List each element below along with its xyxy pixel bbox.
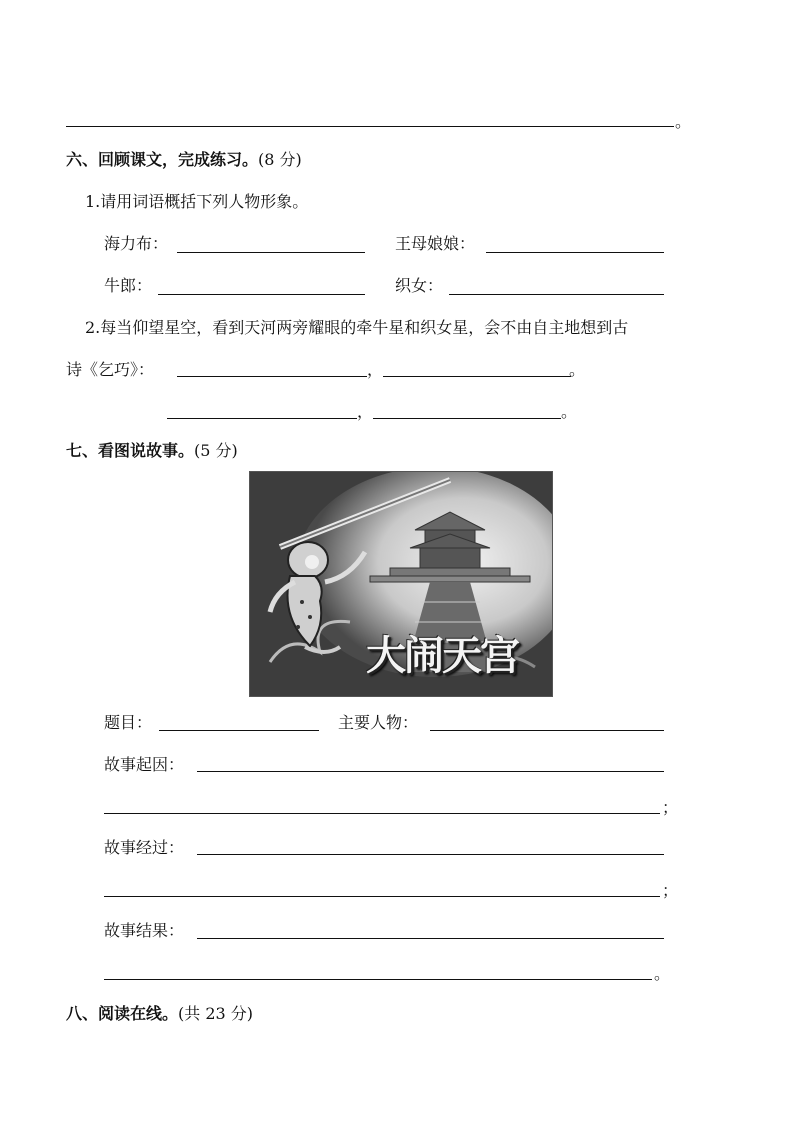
label-zhinv: 织女： [395, 276, 444, 295]
story-illustration [249, 471, 553, 697]
section-number: 八、 [66, 1004, 99, 1023]
poem-line-1[interactable] [177, 376, 367, 377]
label-topic: 题目： [104, 713, 153, 732]
section-number: 七、 [66, 441, 99, 460]
semicolon-mark: ； [662, 881, 679, 900]
answer-line-result-2[interactable] [104, 979, 652, 980]
question-2-cont: 诗《乞巧》： [66, 360, 155, 379]
section-score: (8 分) [258, 150, 302, 169]
answer-line-cause-1[interactable] [197, 771, 664, 772]
section-title: 回顾课文，完成练习。 [98, 150, 259, 169]
label-process: 故事经过： [104, 838, 185, 857]
period-mark: 。 [675, 112, 692, 131]
answer-line-process-2[interactable] [104, 896, 660, 897]
answer-line-process-1[interactable] [197, 854, 664, 855]
answer-line-hailibu[interactable] [177, 252, 365, 253]
section-7-heading [66, 441, 238, 461]
answer-line[interactable] [66, 126, 674, 127]
section-number: 六、 [66, 150, 99, 169]
comma-mark: ， [357, 402, 374, 421]
label-result: 故事结果： [104, 921, 185, 940]
label-wangmu: 王母娘娘： [395, 234, 476, 253]
period-mark: 。 [569, 360, 586, 379]
label-cause: 故事起因： [104, 755, 185, 774]
illustration-title: 大闹天宫 [366, 633, 518, 679]
poem-line-3[interactable] [167, 418, 357, 419]
poem-line-4[interactable] [373, 418, 561, 419]
semicolon-mark: ； [662, 798, 679, 817]
answer-line-zhinv[interactable] [449, 294, 664, 295]
section-8-heading [66, 1004, 253, 1024]
section-title: 阅读在线。 [98, 1004, 179, 1023]
label-characters: 主要人物： [338, 713, 419, 732]
poem-line-2[interactable] [383, 376, 571, 377]
answer-line-cause-2[interactable] [104, 813, 660, 814]
label-niulang: 牛郎： [104, 276, 153, 295]
section-6-heading [66, 150, 302, 170]
section-score: (5 分) [194, 441, 238, 460]
question-1: 1.请用词语概括下列人物形象。 [85, 192, 309, 211]
section-title: 看图说故事。 [98, 441, 195, 460]
period-mark: 。 [561, 402, 578, 421]
answer-line-topic[interactable] [159, 730, 319, 731]
answer-line-wangmu[interactable] [486, 252, 664, 253]
answer-line-niulang[interactable] [158, 294, 365, 295]
period-mark: 。 [654, 964, 671, 983]
section-score: (共 23 分) [178, 1004, 254, 1023]
answer-line-characters[interactable] [430, 730, 664, 731]
answer-line-result-1[interactable] [197, 938, 664, 939]
label-hailibu: 海力布： [104, 234, 169, 253]
question-2: 2.每当仰望星空，看到天河两旁耀眼的牵牛星和织女星，会不由自主地想到古 [85, 318, 629, 337]
comma-mark: ， [367, 360, 384, 379]
